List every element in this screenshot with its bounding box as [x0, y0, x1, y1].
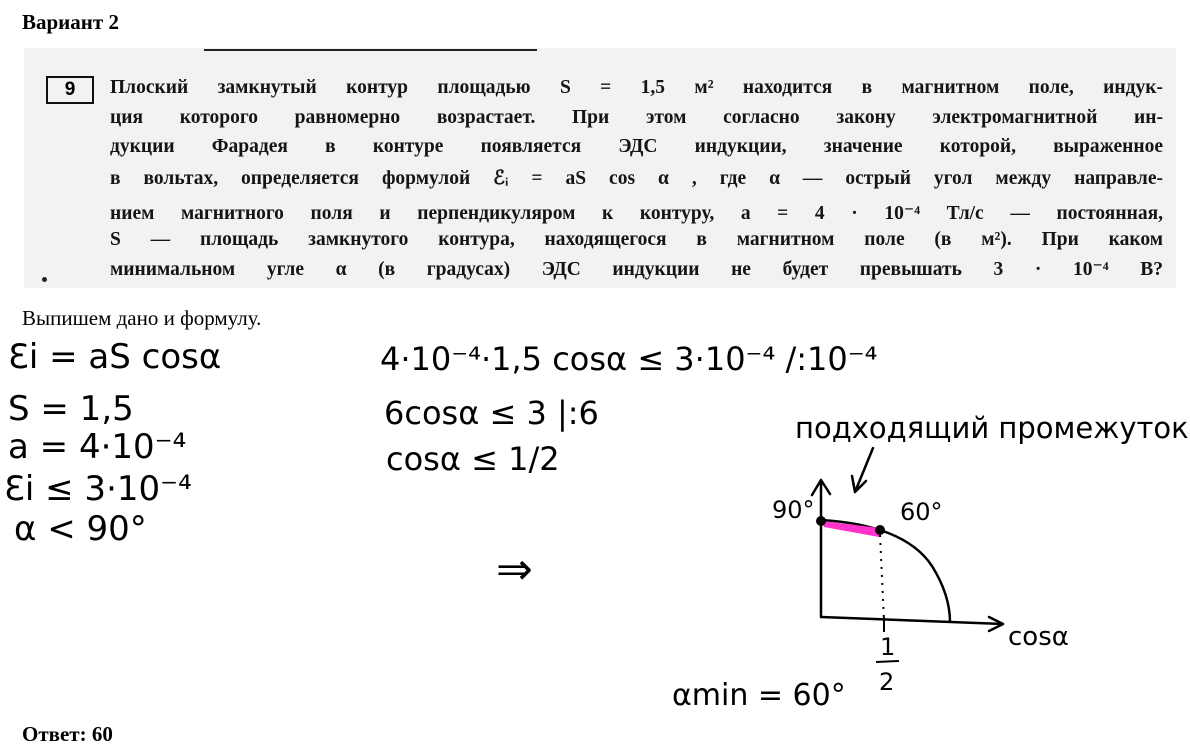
- task-line: в вольтах, определяется формулой ℰᵢ = aS cos α , где α — острый угол между направле-: [110, 168, 1163, 189]
- task-line: нием магнитного поля и перпендикуляром к контуру, a = 4 · 10⁻⁴ Тл/с — постоянная,: [110, 203, 1163, 224]
- solution-line: 6cosα ≤ 3 |:6: [384, 394, 599, 432]
- given-line: α < 90°: [14, 509, 147, 549]
- caption-pointer-arrow: [852, 448, 873, 492]
- cos-curve: [821, 520, 950, 622]
- given-line: Ɛi = aS cosα: [8, 337, 222, 377]
- vertical-axis: [812, 480, 830, 617]
- label-60-degrees: 60°: [900, 498, 943, 526]
- task-line: дукции Фарадея в контуре появляется ЭДС индукции, значение которой, выраженное: [110, 136, 1163, 157]
- tick-denominator: 2: [879, 668, 895, 696]
- result-alpha-min: αmin = 60°: [672, 678, 846, 713]
- task-line: Плоский замкнутый контур площадью S = 1,5 м² находится в магнитном поле, индук-: [110, 77, 1163, 98]
- solution-line: 4·10⁻⁴·1,5 cosα ≤ 3·10⁻⁴ /:10⁻⁴: [380, 340, 878, 378]
- given-line: a = 4·10⁻⁴: [8, 427, 187, 467]
- intro-text: Выпишем дано и формулу.: [22, 306, 262, 330]
- implies-arrow: ⇒: [496, 544, 533, 595]
- tick-fraction-bar: [876, 661, 899, 662]
- axis-label-cos: cosα: [1008, 622, 1069, 652]
- task-line: ция которого равномерно возрастает. При этом согласно закону электромагнитной ин-: [110, 107, 1163, 128]
- horizontal-axis: [821, 617, 1003, 631]
- solution-line: cosα ≤ 1/2: [386, 440, 560, 478]
- point-60: [875, 525, 885, 535]
- answer: Ответ: 60: [22, 722, 113, 746]
- point-90: [816, 516, 826, 526]
- task-line: минимальном угле α (в градусах) ЭДС индукции не будет превышать 3 · 10⁻⁴ В?: [110, 259, 1163, 280]
- given-line: S = 1,5: [8, 389, 134, 429]
- variant-heading: Вариант 2: [22, 10, 119, 34]
- tick-numerator: 1: [880, 633, 896, 661]
- task-number-box: 9: [46, 76, 94, 104]
- label-90-degrees: 90°: [772, 496, 815, 524]
- task-line: S — площадь замкнутого контура, находящегося в магнитном поле (в м²). При каком: [110, 229, 1163, 250]
- given-line: Ɛi ≤ 3·10⁻⁴: [4, 469, 192, 509]
- dotted-drop-line: [880, 535, 884, 620]
- graph-caption: подходящий промежуток: [795, 411, 1189, 445]
